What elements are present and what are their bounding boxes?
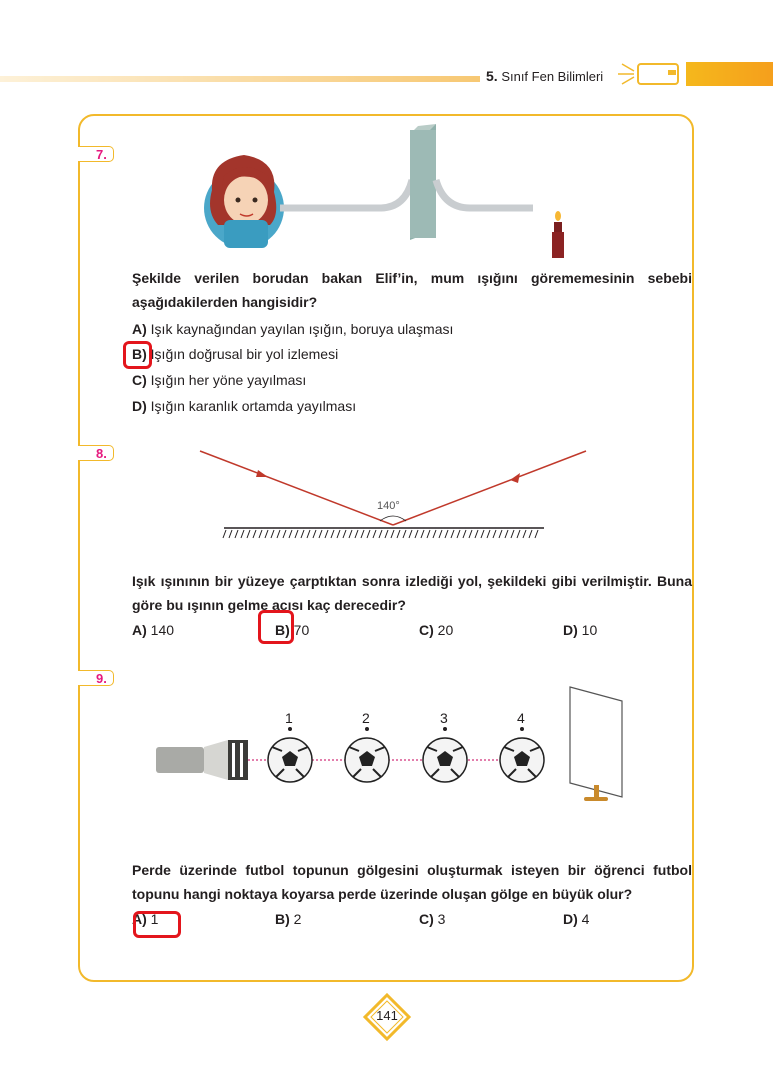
page-number: 141 xyxy=(376,1008,398,1023)
question-9-stem: Perde üzerinde futbol topunun gölgesini oluşturmak isteyen bir öğrenci futbol topunu hangi noktaya koyarsa perde üzerinde oluşan gölge en büyük olur? xyxy=(132,862,692,902)
question-8-answer-mark xyxy=(258,610,294,644)
subject-name: Sınıf Fen Bilimleri xyxy=(501,69,604,84)
question-7-option-d[interactable]: D) Işığın karanlık ortamda yayılması xyxy=(132,398,357,414)
point-label-2: 2 xyxy=(362,710,370,726)
question-8-option-c[interactable]: C) 20 xyxy=(419,622,454,638)
question-8-option-d[interactable]: D) 10 xyxy=(563,622,598,638)
question-9-option-a[interactable]: A) 1 xyxy=(132,911,159,927)
screen xyxy=(570,687,622,801)
reflected-arrow xyxy=(510,473,520,483)
point-label-1: 1 xyxy=(285,710,293,726)
question-8-option-b[interactable]: B) 70 xyxy=(275,622,310,638)
question-7-option-b[interactable]: B) Işığın doğrusal bir yol izlemesi xyxy=(132,346,339,362)
header-title xyxy=(486,68,603,84)
ball-3 xyxy=(423,738,467,782)
angle-arc xyxy=(380,516,406,521)
question-7-number: 7. xyxy=(78,146,114,162)
reflection-diagram xyxy=(200,445,550,540)
girl-figure xyxy=(204,155,284,248)
question-9-answer-mark xyxy=(133,911,181,938)
question-9-option-b[interactable]: B) 2 xyxy=(275,911,302,927)
ball-1 xyxy=(268,738,312,782)
incident-arrow xyxy=(256,470,268,477)
question-9-option-c[interactable]: C) 3 xyxy=(419,911,446,927)
flashlight-icon xyxy=(616,58,686,90)
question-7-option-c[interactable]: C) Işığın her yöne yayılması xyxy=(132,372,307,388)
grade-number: 5. xyxy=(486,68,498,84)
wall xyxy=(410,124,436,240)
shadow-experiment-diagram xyxy=(150,685,630,815)
incident-ray xyxy=(200,451,393,525)
question-8-number: 8. xyxy=(78,445,114,461)
question-8-option-a[interactable]: A) 140 xyxy=(132,622,175,638)
question-7-option-a[interactable]: A) Işık kaynağından yayılan ışığın, boruya ulaşması xyxy=(132,321,454,337)
ball-4 xyxy=(500,738,544,782)
header-rule xyxy=(0,76,480,82)
point-label-3: 3 xyxy=(440,710,448,726)
question-9-number: 9. xyxy=(78,670,114,686)
point-label-4: 4 xyxy=(517,710,525,726)
ball-2 xyxy=(345,738,389,782)
question-9-option-d[interactable]: D) 4 xyxy=(563,911,590,927)
question-7-stem: Şekilde verilen borudan bakan Elif’in, mum ışığını görememesinin sebebi aşağıdakilerden hangisidir? xyxy=(132,270,692,310)
candle xyxy=(552,211,564,258)
flashlight xyxy=(156,740,248,780)
header-accent-bar xyxy=(686,62,773,86)
question-7-illustration xyxy=(200,120,580,265)
angle-label: 140° xyxy=(377,500,400,512)
question-8-stem: Işık ışınının bir yüzeye çarptıktan sonra izlediği yol, şekildeki gibi verilmiştir. Buna göre bu ışının gelme açısı kaç derecedir? xyxy=(132,573,692,613)
surface-hatching xyxy=(223,530,538,538)
question-7-answer-mark xyxy=(123,341,152,369)
